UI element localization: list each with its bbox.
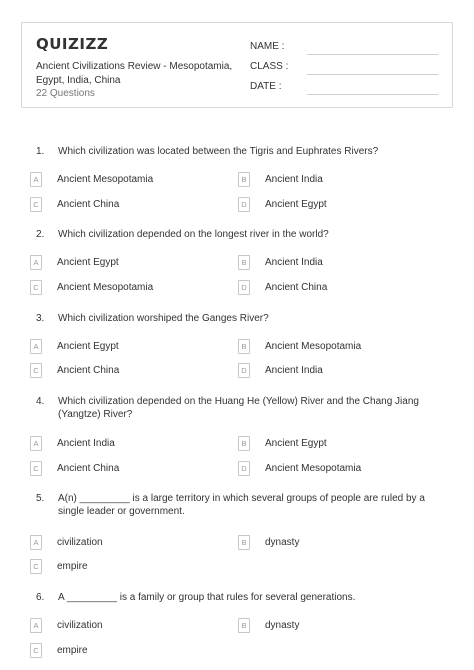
option-letter-box: C bbox=[30, 559, 42, 574]
option-text: Ancient Mesopotamia bbox=[57, 282, 154, 293]
class-label: CLASS : bbox=[250, 61, 289, 72]
option-text: dynasty bbox=[265, 537, 300, 548]
worksheet-header bbox=[21, 22, 453, 108]
question-text: A _________ is a family or group that rules for several generations. bbox=[58, 592, 356, 603]
option-letter-box: D bbox=[238, 363, 250, 378]
option-letter-box: B bbox=[238, 436, 250, 451]
name-label: NAME : bbox=[250, 41, 285, 52]
option-text: Ancient Mesopotamia bbox=[57, 174, 154, 185]
question-number: 6. bbox=[36, 592, 45, 603]
option-letter-box: B bbox=[238, 339, 250, 354]
option-letter-box: A bbox=[30, 172, 42, 187]
option-text: Ancient India bbox=[57, 438, 115, 449]
question-text: Which civilization worshiped the Ganges River? bbox=[58, 313, 269, 324]
option-letter-box: B bbox=[238, 172, 250, 187]
option-letter-box: C bbox=[30, 280, 42, 295]
question-text: A(n) _________ is a large territory in which several groups of people are ruled by a single leader or government. bbox=[58, 493, 425, 517]
option-letter-box: C bbox=[30, 197, 42, 212]
option-letter-box: A bbox=[30, 339, 42, 354]
option-text: Ancient Mesopotamia bbox=[265, 341, 362, 352]
option-text: civilization bbox=[57, 537, 103, 548]
option-text: Ancient China bbox=[57, 199, 120, 210]
option-text: empire bbox=[57, 561, 88, 572]
name-line bbox=[307, 54, 438, 55]
option-text: empire bbox=[57, 645, 88, 656]
option-text: Ancient Egypt bbox=[265, 199, 327, 210]
option-letter-box: D bbox=[238, 461, 250, 476]
question-text: Which civilization depended on the Huang He (Yellow) River and the Chang Jiang (Yangtze) River? bbox=[58, 396, 419, 420]
date-line bbox=[307, 94, 438, 95]
date-label: DATE : bbox=[250, 81, 282, 92]
question-number: 3. bbox=[36, 313, 45, 324]
option-letter-box: D bbox=[238, 197, 250, 212]
class-field[interactable] bbox=[250, 61, 438, 75]
option-letter-box: D bbox=[238, 280, 250, 295]
option-text: Ancient Egypt bbox=[57, 341, 119, 352]
option-letter-box: B bbox=[238, 618, 250, 633]
option-text: civilization bbox=[57, 620, 103, 631]
option-text: Ancient Egypt bbox=[57, 257, 119, 268]
option-letter-box: A bbox=[30, 255, 42, 270]
option-text: Ancient India bbox=[265, 257, 323, 268]
option-letter-box: C bbox=[30, 363, 42, 378]
option-letter-box: C bbox=[30, 643, 42, 658]
option-letter-box: A bbox=[30, 535, 42, 550]
question-text: Which civilization depended on the longest river in the world? bbox=[58, 229, 329, 240]
option-text: Ancient China bbox=[265, 282, 328, 293]
option-letter-box: C bbox=[30, 461, 42, 476]
option-text: Ancient Mesopotamia bbox=[265, 463, 362, 474]
option-letter-box: A bbox=[30, 436, 42, 451]
worksheet-title: Ancient Civilizations Review - Mesopotamia, Egypt, India, China bbox=[36, 61, 233, 86]
option-text: Ancient China bbox=[57, 365, 120, 376]
question-number: 4. bbox=[36, 396, 45, 407]
quizizz-logo: QUIZIZZ bbox=[36, 35, 109, 53]
name-field[interactable] bbox=[250, 41, 438, 55]
option-text: Ancient India bbox=[265, 365, 323, 376]
option-letter-box: B bbox=[238, 255, 250, 270]
option-text: Ancient China bbox=[57, 463, 120, 474]
option-text: Ancient Egypt bbox=[265, 438, 327, 449]
option-letter-box: B bbox=[238, 535, 250, 550]
option-letter-box: A bbox=[30, 618, 42, 633]
option-text: dynasty bbox=[265, 620, 300, 631]
question-number: 1. bbox=[36, 146, 45, 157]
question-text: Which civilization was located between the Tigris and Euphrates Rivers? bbox=[58, 146, 379, 157]
question-count: 22 Questions bbox=[36, 88, 95, 99]
question-number: 5. bbox=[36, 493, 45, 504]
class-line bbox=[307, 74, 438, 75]
date-field[interactable] bbox=[250, 81, 438, 95]
option-text: Ancient India bbox=[265, 174, 323, 185]
question-number: 2. bbox=[36, 229, 45, 240]
